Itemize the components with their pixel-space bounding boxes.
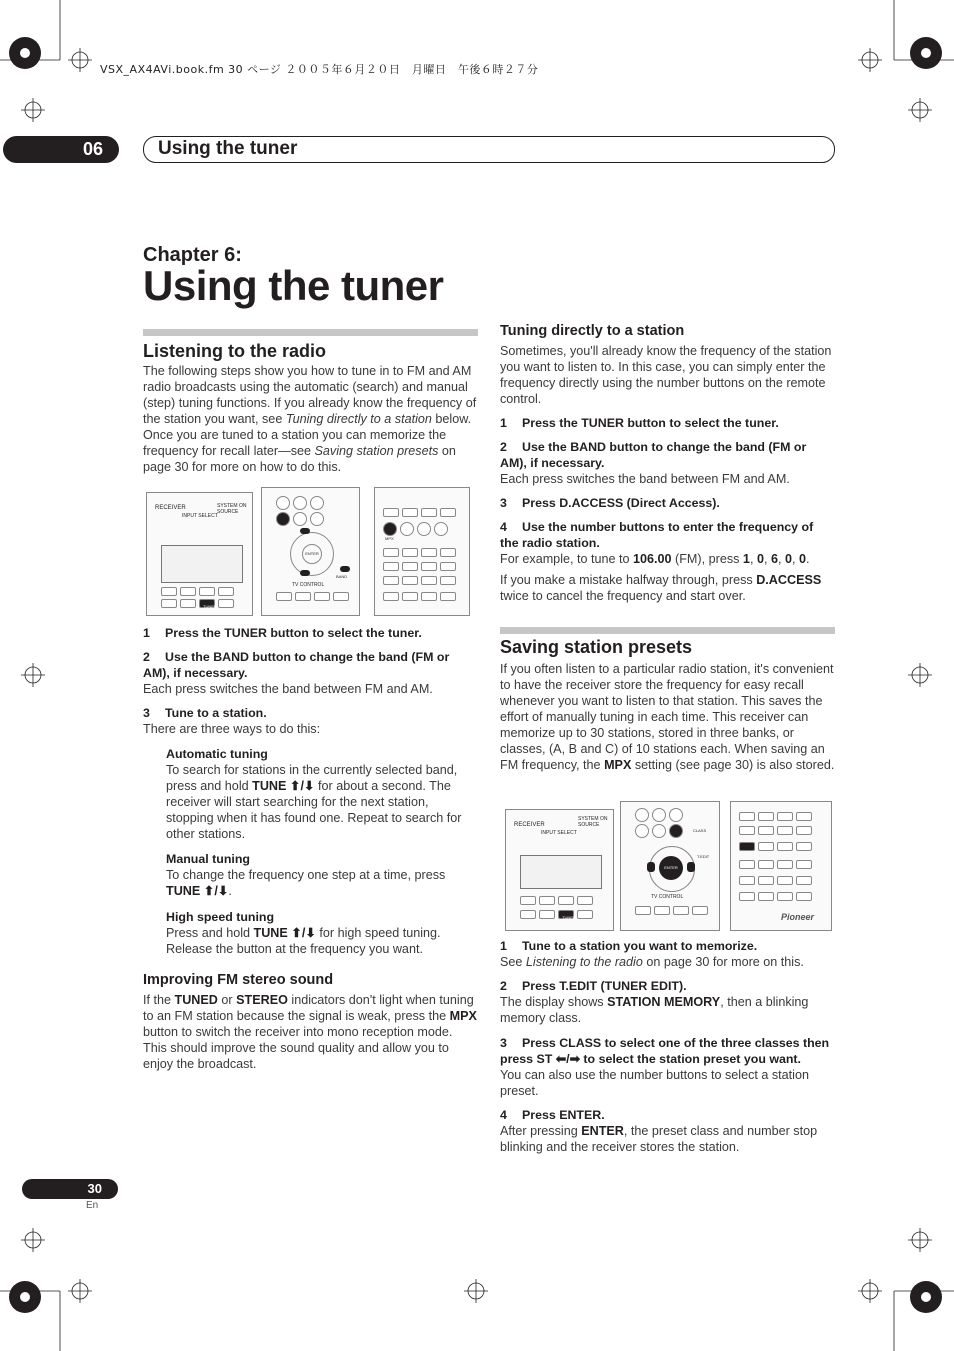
direct-step-2: 2 Use the BAND button to change the band (FM or AM), if necessary. <box>500 440 807 470</box>
system-on-source-label: SYSTEM ON SOURCE <box>578 816 608 828</box>
high-speed-tuning-text: Press and hold TUNE ⬆/⬇ for high speed tuning. Release the button at the frequency you want. <box>166 926 441 956</box>
automatic-tuning-text: To search for stations in the currently selected band, press and hold TUNE ⬆/⬇ for about a second. The receiver will start searching for the next station, stopping when it has found one. Repeat to search for other stations. <box>166 763 462 841</box>
chapter-title: Using the tuner <box>143 262 444 309</box>
remote-panel-receiver <box>146 492 253 616</box>
tune-up-button <box>300 528 310 534</box>
section-divider <box>143 329 478 336</box>
direct-mistake: If you make a mistake halfway through, press D.ACCESS twice to cancel the frequency and start over. <box>500 573 822 603</box>
remote-panel-navigation <box>261 487 360 616</box>
manual-tuning-text: To change the frequency one step at a time, press TUNE ⬆/⬇. <box>166 868 446 898</box>
pioneer-logo: Pioneer <box>781 912 815 922</box>
presets-step-4-note: After pressing ENTER, the preset class and number stop blinking and the receiver stores the station. <box>500 1124 818 1154</box>
st-left-button <box>647 862 655 872</box>
chapter-label: Chapter 6: <box>143 244 242 266</box>
remote-panel-receiver <box>505 809 614 931</box>
tuner-button-label: TUNER <box>203 604 217 609</box>
remote-lcd <box>161 545 243 583</box>
input-select-label: INPUT SELECT <box>182 513 218 519</box>
input-select-label: INPUT SELECT <box>541 830 577 836</box>
presets-step-1: 1 Tune to a station you want to memorize. <box>500 939 758 953</box>
band-button <box>340 566 350 572</box>
presets-step-3-note: You can also use the number buttons to select a station preset. <box>500 1068 809 1098</box>
presets-step-2-note: The display shows STATION MEMORY, then a blinking memory class. <box>500 995 809 1025</box>
fm-text: If the TUNED or STEREO indicators don't light when tuning to an FM station because the signal is weak, press the MPX button to switch the receiver into mono reception mode. This should improve the sound quality and allow you to enjoy the broadcast. <box>143 993 477 1071</box>
tuner-button-label: TUNER <box>562 915 576 920</box>
section-divider <box>500 627 835 634</box>
system-on-source-label: SYSTEM ON SOURCE <box>217 503 247 515</box>
page-language: En <box>86 1200 99 1211</box>
chapter-number: 06 <box>83 139 104 159</box>
remote-illustration <box>505 801 835 929</box>
listening-heading: Listening to the radio <box>143 341 326 361</box>
direct-example: For example, to tune to 106.00 (FM), press 1, 0, 6, 0, 0. <box>500 552 810 566</box>
st-right-button <box>687 862 695 872</box>
automatic-tuning-title: Automatic tuning <box>166 747 268 761</box>
presets-step-4: 4 Press ENTER. <box>500 1108 605 1122</box>
fm-heading: Improving FM stereo sound <box>143 972 334 988</box>
remote-panel-functions <box>374 487 470 616</box>
direct-intro: Sometimes, you'll already know the frequency of the station you want to listen to. In this case, you can simply enter the frequency directly using the number buttons on the remote control. <box>500 344 832 406</box>
t-edit-label: T.EDIT <box>697 854 710 859</box>
remote-lcd <box>520 855 602 889</box>
remote-panel-functions <box>730 801 832 931</box>
remote-buttons <box>161 587 234 596</box>
direct-step-2-note: Each press switches the band between FM and AM. <box>500 472 790 486</box>
high-speed-tuning-title: High speed tuning <box>166 910 275 924</box>
direct-step-1: 1 Press the TUNER button to select the tuner. <box>500 416 779 430</box>
direct-step-3: 3 Press D.ACCESS (Direct Access). <box>500 496 720 510</box>
remote-panel-navigation <box>620 801 720 931</box>
presets-step-2: 2 Press T.EDIT (TUNER EDIT). <box>500 979 687 993</box>
presets-step-3: 3 Press CLASS to select one of the three classes then press ST ⬅/➡ to select the station preset you want. <box>500 1036 830 1066</box>
presets-heading: Saving station presets <box>500 637 693 657</box>
page-number: 30 <box>87 1181 102 1196</box>
section-title: Using the tuner <box>158 138 298 159</box>
enter-button-label: ENTER <box>659 856 683 880</box>
presets-intro: If you often listen to a particular radio station, it's convenient to have the receiver store the frequency for easy recall whenever you want to listen to that station. This saves the effort of manually tuning in each time. This receiver can memorize up to 30 stations, stored in three banks, or classes, (A, B and C) of 10 stations each. When saving an FM frequency, the MPX setting (see page 30) is also stored. <box>500 662 835 772</box>
listening-intro: The following steps show you how to tune in to FM and AM radio broadcasts using the automatic (search) and manual (step) tuning functions. If you already know the frequency of the station you want, see Tuning directly to a station below. Once you are tuned to a station you can memorize the frequency for recall later—see Saving station presets on page 30 for more on how to do this. <box>143 364 477 474</box>
listening-step-3: 3 Tune to a station. <box>143 706 267 720</box>
tv-control-label: TV CONTROL <box>292 582 325 588</box>
receiver-label: RECEIVER <box>514 822 545 828</box>
receiver-label: RECEIVER <box>155 505 186 511</box>
band-label: BAND <box>336 574 348 579</box>
print-header: VSX_AX4AVi.book.fm 30 ページ ２００５年６月２０日 月曜日 午後６時２７分 <box>100 63 539 76</box>
tune-down-button <box>300 570 310 576</box>
presets-step-1-note: See Listening to the radio on page 30 for more on this. <box>500 955 804 969</box>
mpx-label: MPX <box>385 536 394 541</box>
listening-step-3-note: There are three ways to do this: <box>143 722 321 736</box>
manual-tuning-title: Manual tuning <box>166 852 250 866</box>
listening-step-1: 1 Press the TUNER button to select the tuner. <box>143 626 422 640</box>
direct-step-4: 4 Use the number buttons to enter the frequency of the radio station. <box>500 520 814 550</box>
remote-illustration <box>146 487 468 615</box>
remote-buttons <box>161 599 234 608</box>
listening-step-2-note: Each press switches the band between FM and AM. <box>143 682 433 696</box>
direct-heading: Tuning directly to a station <box>500 323 685 339</box>
enter-button-label: ENTER <box>302 544 322 564</box>
tv-control-label: TV CONTROL <box>651 894 684 900</box>
class-label: CLASS <box>693 828 707 833</box>
listening-step-2: 2 Use the BAND button to change the band (FM or AM), if necessary. <box>143 650 450 680</box>
